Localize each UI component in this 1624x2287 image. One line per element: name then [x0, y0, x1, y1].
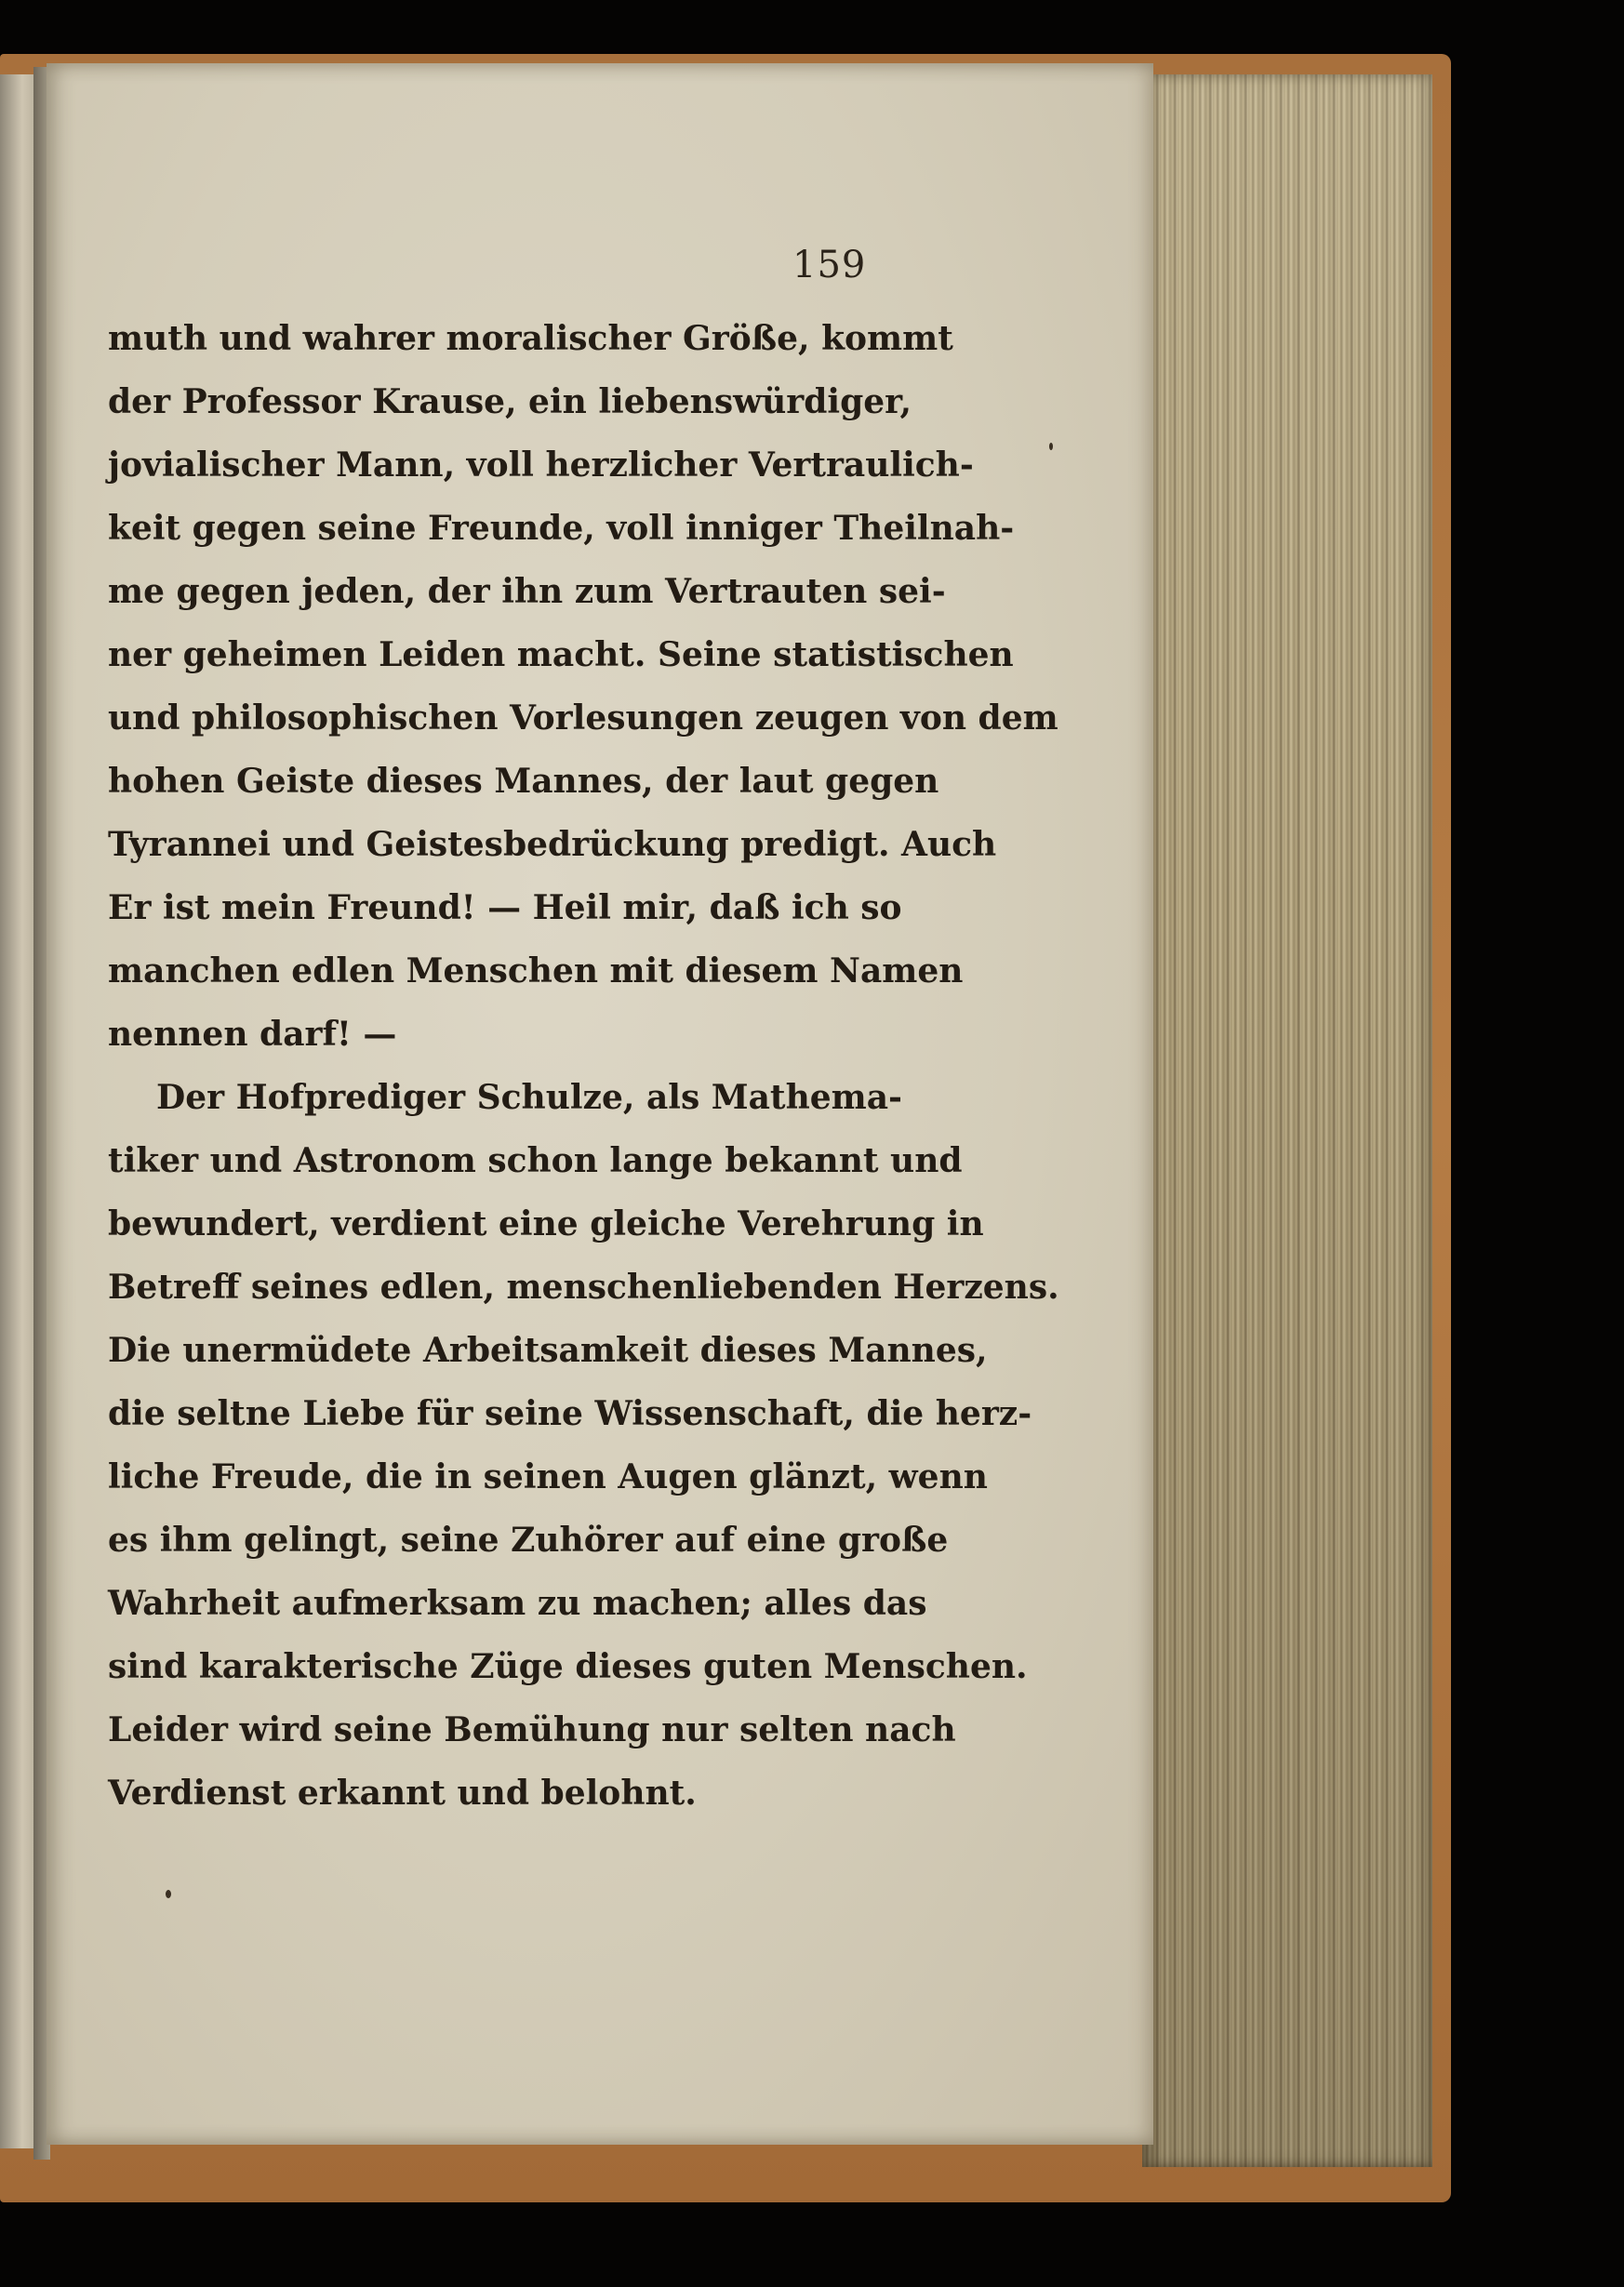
text-line: Tyrannei und Geistesbedrückung predigt. Auch	[108, 825, 997, 864]
text-line: Verdienst erkannt und belohnt.	[108, 1774, 697, 1813]
page-fore-edge	[1142, 74, 1432, 2167]
text-line: hohen Geiste dieses Mannes, der laut gegen	[108, 762, 939, 801]
text-line: ner geheimen Leiden macht. Seine statistischen	[108, 635, 1014, 674]
text-line: die seltne Liebe für seine Wissenschaft, die herz-	[108, 1394, 1032, 1433]
text-line: Betreff seines edlen, menschenliebenden Herzens.	[108, 1268, 1059, 1307]
text-line: bewundert, verdient eine gleiche Verehrung in	[108, 1204, 984, 1243]
text-line: Er ist mein Freund! — Heil mir, daß ich so	[108, 888, 902, 927]
paragraph-2	[108, 1066, 1059, 1825]
text-line: tiker und Astronom schon lange bekannt und	[108, 1141, 963, 1180]
previous-page-edge	[0, 74, 37, 2148]
text-line: Die unermüdete Arbeitsamkeit dieses Mannes,	[108, 1331, 988, 1370]
paragraph-1	[108, 307, 1058, 1066]
text-line: me gegen jeden, der ihn zum Vertrauten sei-	[108, 572, 946, 611]
text-line: Leider wird seine Bemühung nur selten nach	[108, 1710, 956, 1749]
text-line: liche Freude, die in seinen Augen glänzt, wenn	[108, 1457, 988, 1496]
paper-speck	[166, 1890, 171, 1898]
text-line: Der Hofprediger Schulze, als Mathema-	[156, 1078, 903, 1117]
text-line: jovialischer Mann, voll herzlicher Vertraulich-	[108, 445, 974, 485]
page-text	[108, 307, 1059, 1825]
text-line: muth und wahrer moralischer Größe, kommt	[108, 319, 953, 358]
text-line: Wahrheit aufmerksam zu machen; alles das	[108, 1584, 927, 1623]
text-line: sind karakterische Züge dieses guten Menschen.	[108, 1647, 1028, 1686]
text-line: und philosophischen Vorlesungen zeugen von dem	[108, 698, 1058, 738]
paper-speck	[1049, 443, 1053, 450]
text-line: es ihm gelingt, seine Zuhörer auf eine große	[108, 1521, 949, 1560]
text-line: manchen edlen Menschen mit diesem Namen	[108, 951, 964, 991]
text-line: der Professor Krause, ein liebenswürdiger,	[108, 382, 912, 421]
page-number: 159	[792, 244, 867, 286]
text-line: keit gegen seine Freunde, voll inniger Theilnah-	[108, 509, 1015, 548]
text-line: nennen darf! —	[108, 1015, 397, 1054]
